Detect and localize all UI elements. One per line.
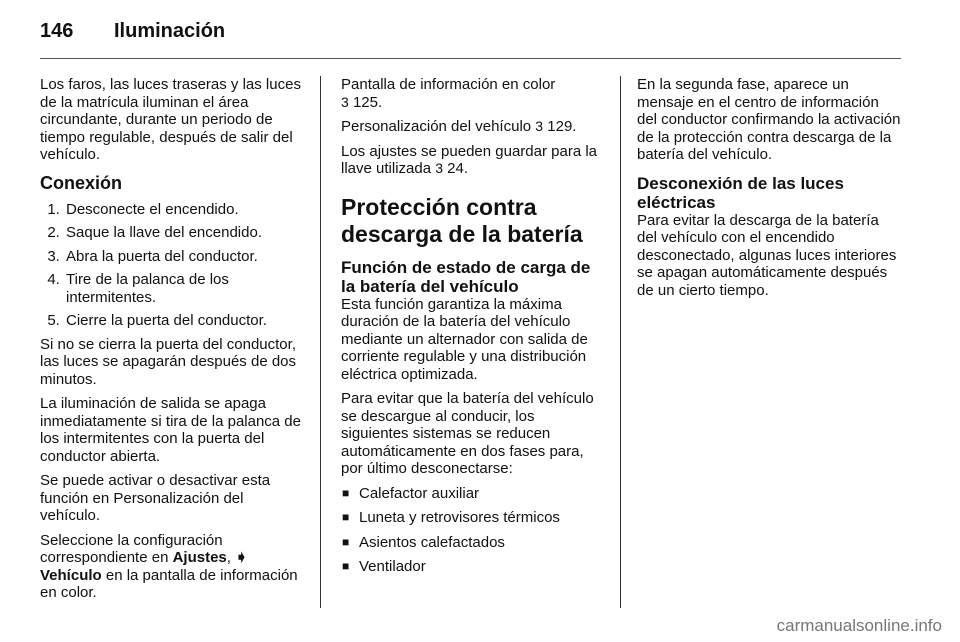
subheading-funcion: Función de estado de carga de la batería del vehículo bbox=[341, 257, 591, 296]
page-ref: 125. bbox=[348, 93, 383, 111]
page-ref-icon: 3 bbox=[341, 93, 349, 110]
page-header bbox=[40, 14, 901, 54]
page-ref: 24. bbox=[443, 160, 469, 177]
steps-list bbox=[40, 201, 302, 330]
watermark: carmanualsonline.info bbox=[776, 616, 942, 635]
list-item bbox=[341, 534, 603, 552]
column-2 bbox=[341, 76, 603, 583]
list-item: 3. Abra la puerta del conductor. bbox=[64, 248, 302, 266]
list-item-text: Luneta y retrovisores térmicos bbox=[359, 509, 560, 526]
menu-label-vehiculo: Vehículo bbox=[40, 566, 102, 584]
bullet-icon: ■ bbox=[342, 485, 350, 500]
arrow-icon: ➧ bbox=[235, 549, 248, 566]
text: en la pantalla de información en color. bbox=[40, 566, 298, 601]
reference-line bbox=[341, 118, 603, 136]
list-item-text: Calefactor auxiliar bbox=[359, 484, 480, 502]
list-item-text: Asientos calefactados bbox=[359, 533, 505, 551]
reference-line bbox=[341, 143, 603, 178]
paragraph: Para evitar la descarga de la batería del vehículo con el encendido desconectado, algunas luces interiores se apagan automáticamente después de un cierto tiempo. bbox=[637, 211, 897, 299]
text: , bbox=[226, 549, 236, 566]
text: Personalización del vehículo bbox=[341, 118, 536, 135]
list-item: 2. Saque la llave del encendido. bbox=[64, 224, 302, 242]
bullet-icon: ■ bbox=[342, 534, 350, 549]
menu-label-ajustes: Ajustes bbox=[172, 549, 227, 566]
bullet-icon: ■ bbox=[342, 559, 350, 573]
paragraph: Para evitar que la batería del vehículo se descargue al conducir, los siguientes sistemas se reducen automáticamente en dos fases para, por último desconectarse: bbox=[341, 390, 594, 477]
settings-paragraph bbox=[40, 532, 302, 602]
subheading-desconexion: Desconexión de las luces eléctricas bbox=[637, 173, 844, 212]
list-item bbox=[341, 485, 603, 503]
page-title: Iluminación bbox=[114, 20, 226, 42]
intro-paragraph: Los faros, las luces traseras y las luces de la matrícula iluminan el área circundante, durante un periodo de tiempo regulable, después de salir del vehículo. bbox=[40, 76, 301, 163]
paragraph: Esta función garantiza la máxima duración de la batería del vehículo mediante un alternador con salida de corriente regulable y una distribución eléctrica optimizada. bbox=[341, 295, 588, 383]
page-ref-icon: 3 bbox=[535, 118, 544, 134]
column-divider-2 bbox=[620, 76, 621, 608]
section-heading-conexion: Conexión bbox=[40, 172, 123, 193]
text: Los ajustes se pueden guardar para la llave utilizada bbox=[341, 142, 598, 177]
column-divider-1 bbox=[320, 76, 321, 608]
bullet-icon: ■ bbox=[342, 510, 350, 524]
text: Seleccione la configuración correspondiente en bbox=[40, 531, 223, 566]
paragraph: Si no se cierra la puerta del conductor, las luces se apagarán después de dos minutos. bbox=[40, 335, 297, 388]
list-item bbox=[341, 558, 603, 576]
systems-list bbox=[341, 485, 603, 576]
reference-line bbox=[341, 76, 603, 111]
text: Pantalla de información en color bbox=[341, 76, 556, 93]
column-3 bbox=[637, 76, 901, 306]
header-rule bbox=[40, 58, 901, 59]
page-number: 146 bbox=[40, 20, 74, 42]
column-1 bbox=[40, 76, 302, 609]
list-item: 5. Cierre la puerta del conductor. bbox=[64, 312, 302, 330]
list-item bbox=[341, 509, 603, 527]
section-heading-proteccion: Protección contra descarga de la batería bbox=[341, 193, 583, 247]
page-ref-icon: 3 bbox=[435, 160, 444, 176]
list-item: 1. Desconecte el encendido. bbox=[64, 201, 302, 219]
paragraph: En la segunda fase, aparece un mensaje en el centro de información del conductor confirmando la activación de la protección contra descarga de la batería del vehículo. bbox=[637, 76, 901, 163]
list-item-text: Ventilador bbox=[359, 558, 426, 575]
paragraph: La iluminación de salida se apaga inmediatamente si tira de la palanca de los intermitentes con la puerta del conductor abierta. bbox=[40, 395, 301, 465]
list-item: 4. Tire de la palanca de los intermitentes. bbox=[64, 271, 302, 306]
paragraph: Se puede activar o desactivar esta función en Personalización del vehículo. bbox=[40, 472, 271, 524]
page-ref: 129. bbox=[543, 118, 577, 135]
